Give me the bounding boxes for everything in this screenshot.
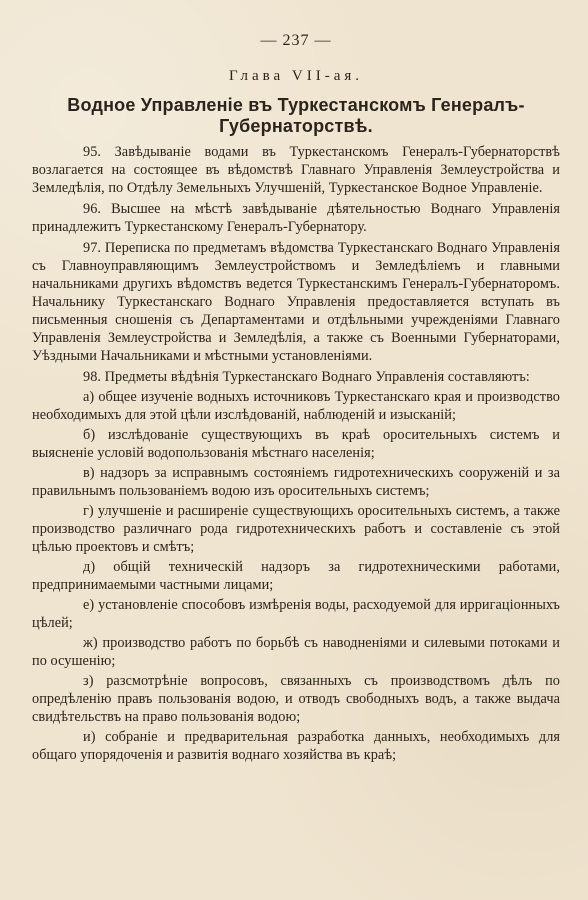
section-title: Водное Управленіе въ Туркестанскомъ Генералъ-Губернаторствѣ. — [67, 95, 525, 136]
item-e: е) установленіе способовъ измѣренія воды, расходуемой для ирригаціонныхъ цѣлей; — [32, 597, 560, 631]
item-i: и) собраніе и предварительная разработка данныхъ, необходимыхъ для общаго упорядоченія и развитія воднаго хозяйства въ краѣ; — [32, 729, 560, 763]
item-v: в) надзоръ за исправнымъ состояніемъ гидротехническихъ сооруженій и за правильнымъ пользованіемъ водою изъ оросительныхъ системъ; — [32, 465, 560, 499]
paragraph-98: 98. Предметы вѣдѣнія Туркестанскаго Воднаго Управленія составляютъ: — [83, 369, 530, 385]
item-zh: ж) производство работъ по борьбѣ съ наводненіями и силевыми потоками и по осушенію; — [32, 635, 560, 669]
item-d: д) общій техническій надзоръ за гидротехническими работами, предпринимаемыми частными лицами; — [32, 559, 560, 593]
item-a: а) общее изученіе водныхъ источниковъ Туркестанскаго края и производство необходимыхъ для этой цѣли изслѣдованій, наблюденій и изысканій; — [32, 389, 560, 423]
item-z: з) разсмотрѣніе вопросовъ, связанныхъ съ производствомъ дѣлъ по опредѣленію правъ пользованія водою, и отводъ свободныхъ водъ, а также выдача свидѣтельствъ на право пользованія водою; — [32, 673, 560, 725]
paragraph-97: 97. Переписка по предметамъ вѣдомства Туркестанскаго Воднаго Управленія съ Главноуправляющимъ Землеустройствомъ и Земледѣліемъ и главными начальниками другихъ вѣдомствъ ведется Туркестанскимъ Генералъ-Губернаторомъ. Начальнику Туркестанскаго Воднаго Управленія предоставляется вступать въ письменныя сношенія съ Департаментами и отдѣльными учрежденіями Главнаго Управленія Землеустройства и Земледѣлія, а также съ Военными Губернаторами, Уѣздными Начальниками и мѣстными установленіями. — [32, 240, 560, 364]
paragraph-96: 96. Высшее на мѣстѣ завѣдываніе дѣятельностью Воднаго Управленія принадлежитъ Туркестанскому Генералъ-Губернатору. — [32, 201, 560, 235]
body-text — [32, 143, 560, 764]
page-number: — 237 — — [260, 32, 332, 49]
paragraph-95: 95. Завѣдываніе водами въ Туркестанскомъ Генералъ-Губернаторствѣ возлагается на состоящее въ вѣдомствѣ Главнаго Управленія Землеустройства и Земледѣлія, по Отдѣлу Земельныхъ Улучшеній, Туркестанское Водное Управленіе. — [32, 144, 560, 196]
item-b: б) изслѣдованіе существующихъ въ краѣ оросительныхъ системъ и выясненіе условій водопользованія мѣстнаго населенія; — [32, 427, 560, 461]
item-g: г) улучшеніе и расширеніе существующихъ оросительныхъ системъ, а также производство различнаго рода гидротехническихъ работъ и составленіе съ этой цѣлью проектовъ и смѣтъ; — [32, 503, 560, 555]
chapter-heading: Глава VII-ая. — [228, 68, 364, 84]
